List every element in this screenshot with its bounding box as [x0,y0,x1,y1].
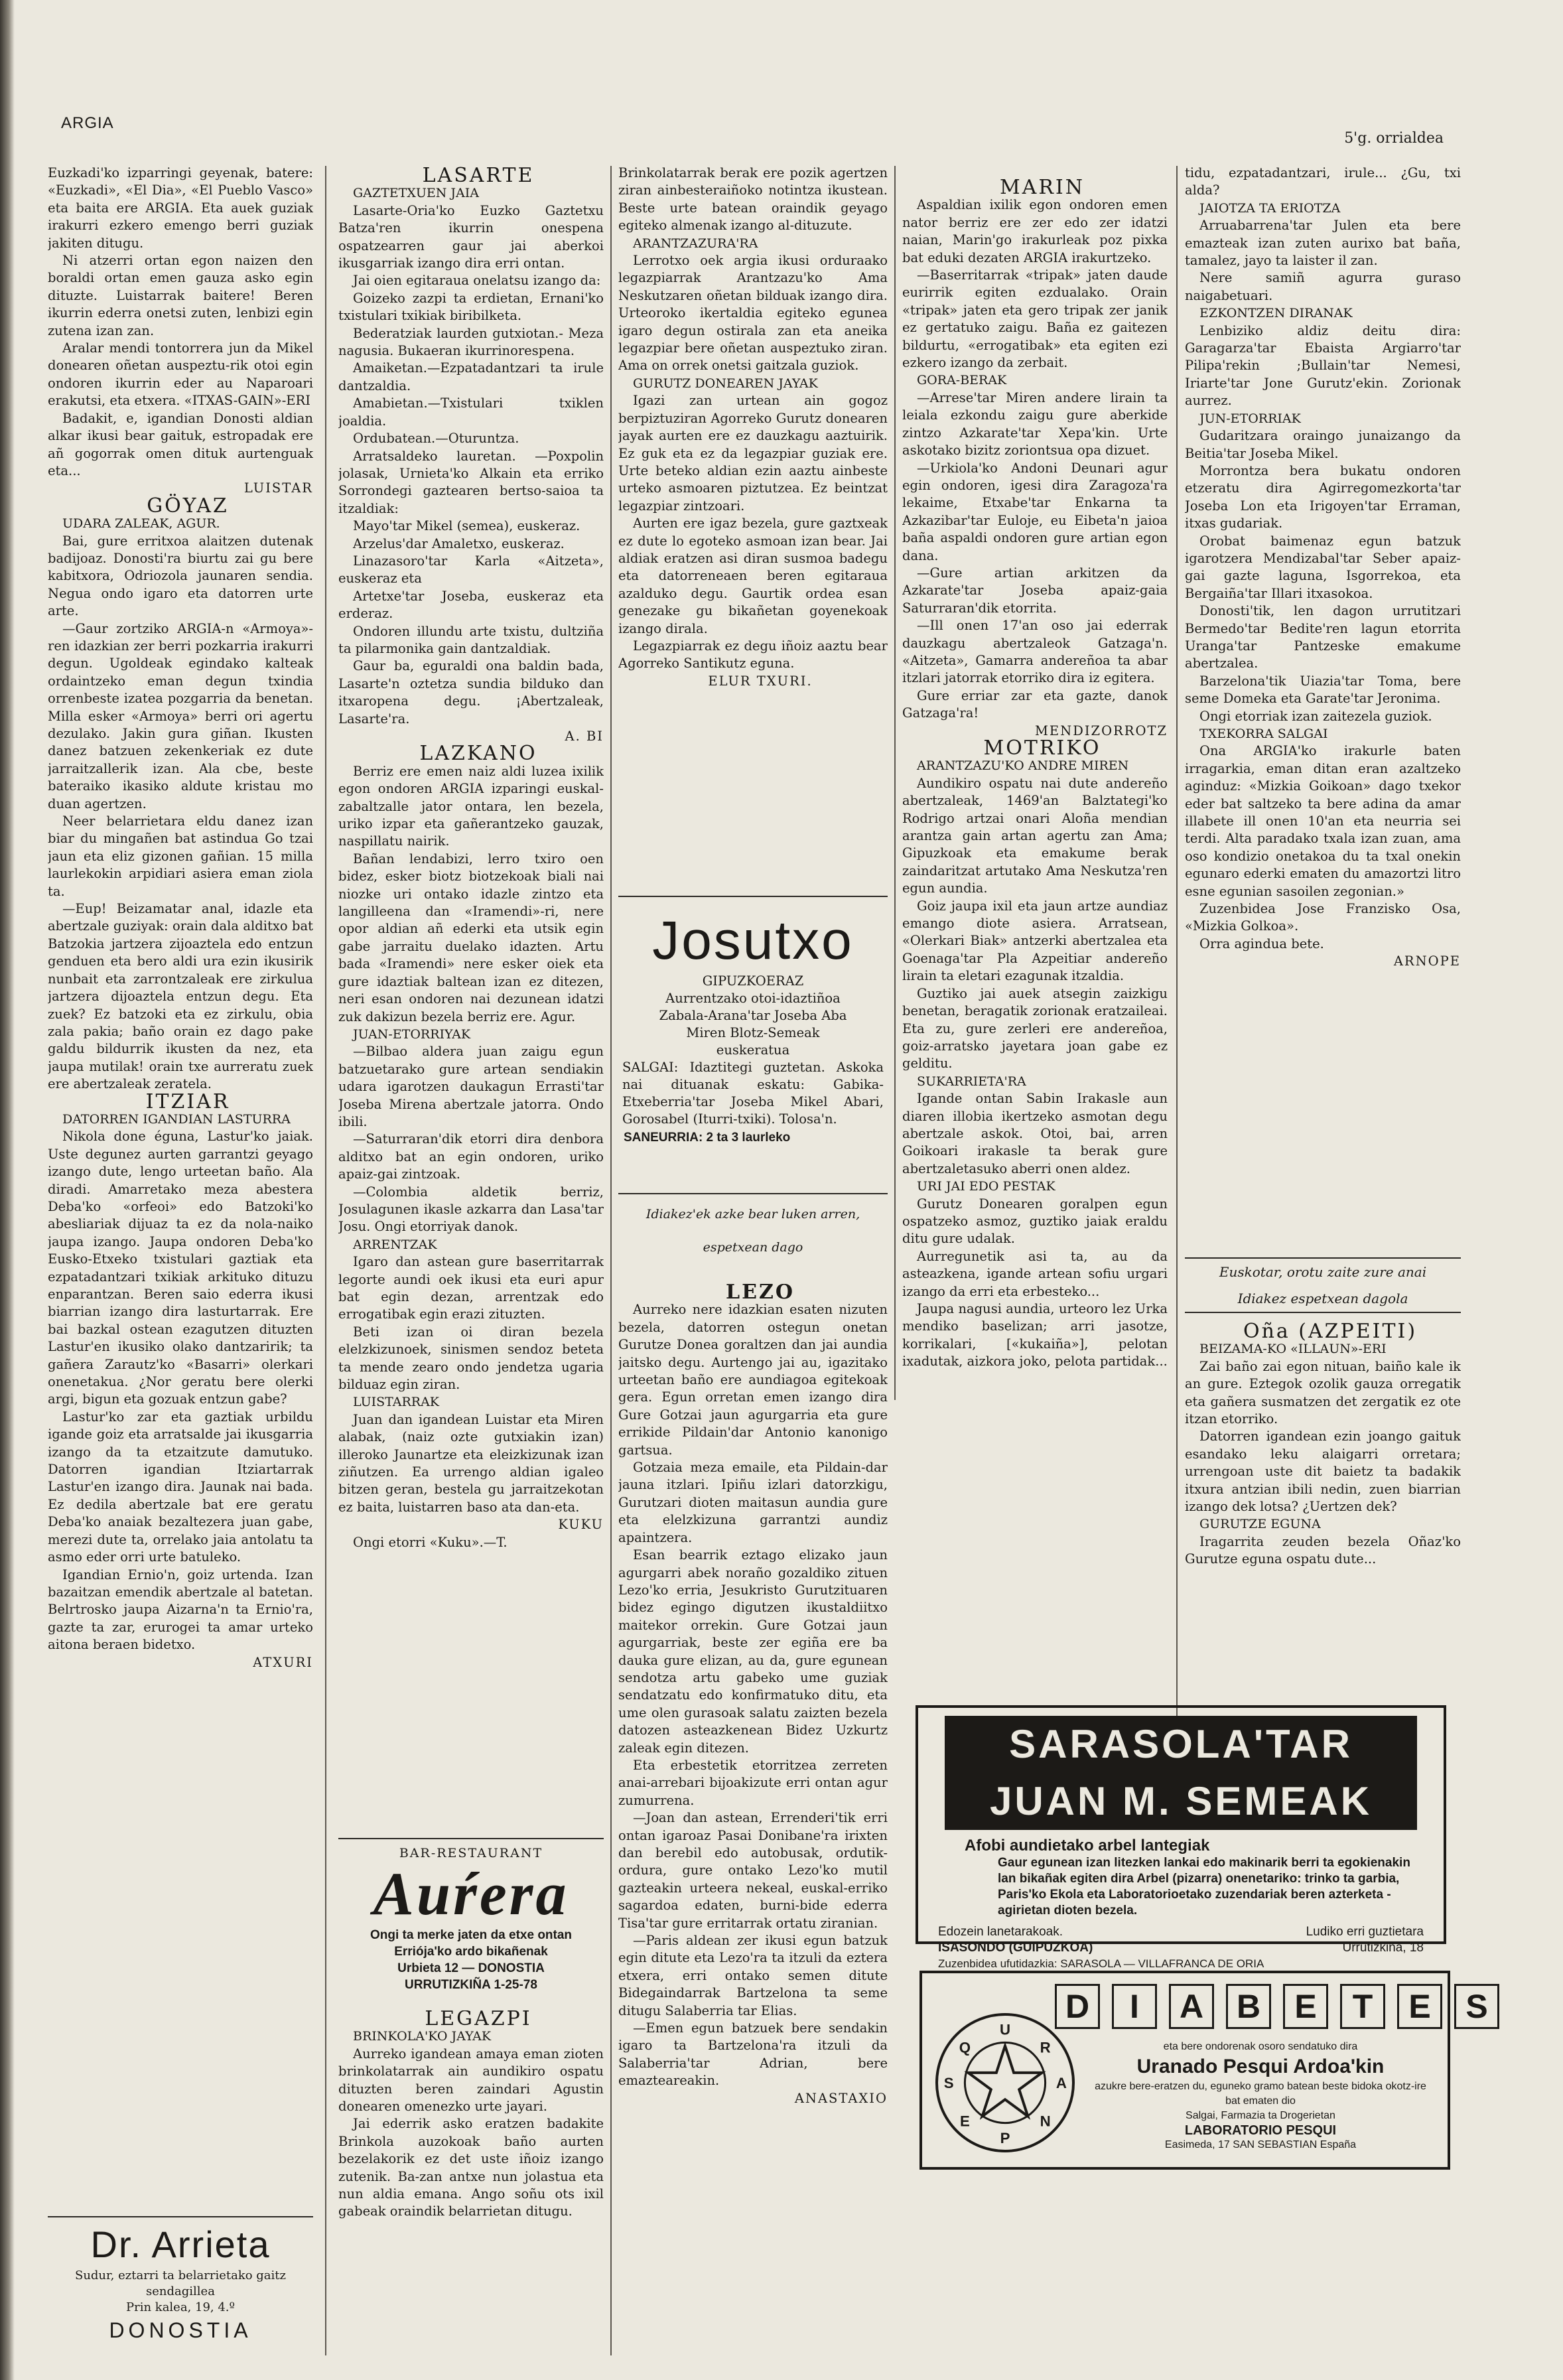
page-number: 5'g. orrialdea [1344,130,1444,147]
paragraph: —Ill onen 17'an oso jai ederrak dauzkagu abertzaleok Gatzaga'n. «Aitzeta», Gamarra andereñoa ta abar itzlari jatorrak etorriko dira iz egitera. [902,618,1168,686]
paragraph: —Paris aldean zer ikusi egun batzuk egin ditute eta Lezo'ra ta itzuli da eztera etxera, erri ontako semen ditute Bidegaindarrak Bartzelona ta seme ditugu Salaberria tar Elias. [618,1933,888,2018]
ad-sarasola-text: Urrutizkiña, 18 [1342,1941,1424,1955]
seal-letter: A [1055,2075,1067,2092]
paragraph: tidu, ezpatadantzari, irule... ¿Gu, txi alda? [1185,165,1461,198]
ad-josutxo-line: Miren Blotz-Semeak [686,1025,820,1040]
signature: LUISTAR [243,480,313,496]
section-title: MARIN [999,176,1085,199]
paragraph: Mayo'tar Mikel (semea), euskeraz. [353,518,580,534]
ad-josutxo-line: Aurrentzako otoi-idaztiñoa [665,991,841,1006]
paragraph: —Emen egun batzuek bere sendakin igaro ta Bartzelona'ra itzuli da Salaberria'tar Adrian, bere emazteareakin. [618,2020,888,2089]
notice-line: Idiakez'ek azke bear luken arren, [646,1207,860,1222]
paragraph: Zuzenbidea Jose Franzisko Osa, «Mizkia Golkoa». [1185,901,1461,934]
paragraph: —Saturraran'dik etorri dira denbora alditxo bat an egin ondoren, uriko apaiz-gai zintzoak. [338,1131,604,1182]
paragraph: Juan dan igandean Luistar eta Miren alabak, (naiz ozte gutxiakin izan) illeroko Jaunartze eta eleizkizunak izan ziñutzen. Ea urrengo aldian igaleo bitzen geran, bestela gu jarraitzekotan ez baita, luistarren baso ata dan-eta. [338,1411,604,1515]
section-subtitle: GURUTZ DONEAREN JAYAK [633,376,818,391]
column-1 [48,165,313,2122]
ad-sarasola-text: ISASONDO (GUIPUZKOA) [938,1941,1093,1955]
paragraph: Badakit, e, igandian Donosti aldian alkar ikusi bear gaituk, estropadak ere añ gogorrak omen dituk aurtenguak eta... [48,410,313,478]
ad-sarasola-foot [938,1924,1424,1940]
notice-euskotar [1185,1257,1461,1313]
paragraph: Bederatziak laurden gutxiotan.- Meza nagusia. Bukaeran ikurrinorespena. [338,325,604,359]
paragraph: Amaiketan.—Ezpatadantzari ta irule dantzaldia. [338,360,604,393]
section-subtitle: JAIOTZA TA ERIOTZA [1199,200,1341,216]
letter-box: S [1454,1984,1499,2029]
paragraph: Nikola done éguna, Lastur'ko jaiak. Uste degunez aurten garrantzi geyago izango dute, lengo urteetan baño. Ala diradi. Amarretako meza abestera Deba'ko «orfeoi» edo Batzoki'ko abesliariak dijuaz ta ez da nola-naiko jaupa izango. Jaupa ondoren Deba'ko Eusko-Etxeko txistulari gaztiak eta ezpatadantzari txikiak arkituko dituzu enparantzan. Beren saio ederra ikusi biarrian izango dira lasturtarrak. Ere bai bazkal ostean ezagutzen dituzten Lastur'en ikusiko olako dantzaririk; ta gañera Zarautz'ko «Basarri» olerkari onenetakua. ¿Nor geratu bere olerki argi, bigun eta gozuak entzun gabe? [48,1129,313,1407]
ad-diabetes-text [1088,2040,1433,2152]
ad-auera-line: Erriója'ko ardo bikañenak [394,1945,548,1959]
paragraph: Iragarrita zeuden bezela Oñaz'ko Gurutze eguna ospatu dute... [1185,1533,1461,1567]
ad-diabetes [919,1971,1488,2170]
paragraph: Arzelus'dar Amaletxo, euskeraz. [353,535,565,551]
letter-box: A [1169,1984,1214,2029]
paragraph: —Bilbao aldera juan zaigu egun batzuetarako gure artean sendiakin udara igarotzen daukagun Errasti'tar Joseba Mirena abertzale jatorra. Ondo ibili. [338,1044,604,1129]
ad-auera-phone: URRUTIZKIÑA 1-25-78 [405,1978,537,1992]
paragraph: Ondoren illundu arte txistu, dultziña ta pilarmonika gain dantzaldiak. [338,623,604,656]
paragraph: Neer belarrietara eldu danez izan biar du mingañen bat astindua Go tzai jaun eta eliz gizonen gañian. 15 milla laurlekokin arpidiari asiera eman ziola ta. [48,813,313,899]
section-title: ITZIAR [145,1089,230,1113]
ad-arrieta-name: Dr. Arrieta [90,2223,271,2265]
paragraph: Goizeko zazpi ta erdietan, Ernani'ko txistulari txikiak biribilketa. [338,290,604,324]
ad-sarasola-text: Zuzenbidea ufutidazkia: SARASOLA — VILLAFRANCA DE ORIA [938,1957,1264,1970]
paragraph: Brinkolatarrak berak ere pozik agertzen ziran ainbesteraiñoko notintza ikustean. Beste urte batean oraindik geyago egiteko almenak izango al-dituzute. [618,165,888,234]
paragraph: —Baserritarrak «tripak» jaten daude eurirrik egiten ezdualako. Orain «tripak» jaten eta gero tripak zer janik ez gertatuko zaigu. Baña ez gaitezen bildurtu, «errogatibak» eta egiten ezi ezkero izango da zerbait. [902,267,1168,371]
notice-line: Euskotar, orotu zaite zure anai [1219,1264,1427,1280]
column-2 [338,165,604,1936]
paragraph: Nere samiñ agurra guraso naigabetuari. [1185,270,1461,303]
paragraph: Euzkadi'ko izparringi geyenak, batere: «Euzkadi», «El Dia», «El Pueblo Vasco» eta baita ere ARGIA. Eta auek guziak irakurri ezkero emengo berri guziak jakiten ditugu. [48,165,313,251]
paragraph: Aspaldian ixilik egon ondoren emen nator berriz ere zer edo zer idatzi naian, Marin'go irakurleak poz pixka bat eduki dezaten ARGIA irakurtzeko. [902,197,1168,265]
signature: ANASTAXIO [794,2090,888,2106]
paragraph: Goiz jaupa ixil eta jaun artze aundiaz emango diote asiera. Arratsean, «Olerkari Biak» antzerki abertzalea eta Goenaga'tar Pla Azpeitiar andereño lirain ta eletari ezagunak itzaldia. [902,898,1168,984]
section-subtitle: EZKONTZEN DIRANAK [1199,306,1353,321]
paragraph: Gudaritzara oraingo junaizango da Beitia'tar Joseba Mikel. [1185,428,1461,461]
paragraph: Amabietan.—Txistulari txiklen joaldia. [338,395,604,429]
ad-sarasola-text: Edozein lanetarakoak. [938,1925,1063,1939]
section-subtitle: URI JAI EDO PESTAK [917,1179,1055,1194]
ad-josutxo-line: Zabala-Arana'tar Joseba Aba [659,1008,847,1023]
paragraph: Eta erbestetik etorritzea zerreten anai-arrebari bijoakizute erri ontan agur zumurrena. [618,1757,888,1808]
paragraph: Beti izan oi diran bezela elelzkizunoek, sinismen sendoz beteta ta mende zearo ondo jendetza ugaria bilduaz egin ziran. [338,1324,604,1393]
paragraph: —Gure artian arkitzen da Azkarate'tar Joseba apaiz-gaia Saturraran'dik etorrita. [902,565,1168,616]
azpeiti-article [1185,1320,1461,1665]
paragraph: Orra agindua bete. [1199,936,1324,951]
paragraph: Jai oien egitaraua onelatsu izango da: [353,273,601,289]
paragraph: Datorren igandean ezin joango gaituk esandako leku alaigarri orretara; urrengoan uste dit baietz ta badakik itxura antzian ibili nedin, zuen biarrian izango dek lotsa? ¿Uertzen dek? [1185,1429,1461,1515]
ad-josutxo [618,896,888,1194]
ad-sarasola [916,1705,1446,1970]
binding-shadow [0,0,15,2380]
section-subtitle: ARRENTZAK [353,1237,437,1252]
signature: A. BI [565,729,604,744]
section-title: LEZO [726,1284,795,1304]
paragraph: —Eup! Beizamatar anal, idazle eta abertzale guziyak: orain dala alditxo bat Batzokia jartzera zijoaztela edo entzun genduen eta bero aldi ura ezin ikusirik nunbait eta zarrontzaleak ere zirkulua jartzera dijoaztela entzun degu. Eta zuek? Ez batzoki eta ez zirkulu, obia zala pakia; baño orain ez dago pake galdu bildurrik ikusten da nez, eta jaupa mutilak! orain txe aurreratu zuek ere abertzaleak zeratela. [48,901,313,1092]
paragraph: Barzelona'tik Uiazia'tar Toma, bere seme Domeka eta Garate'tar Jeronima. [1185,673,1461,707]
column-4 [902,165,1168,1531]
paragraph: Jai ederrik asko eratzen badakite Brinkola auzokoak baño aurten bezelakorik ez det uste iñoiz izango zutenik. Ba-zan antxe nun jolastua eta nun aldia emana. Ango soñu ots ixil gabeak oraindik belarrietan ditugu. [338,2116,604,2219]
column-3 [618,165,888,894]
paragraph: Ordubatean.—Oturuntza. [353,431,519,447]
paragraph: —Gaur zortziko ARGIA-n «Armoya»-ren idazkian zer berri pozkarria irakurri degun. Ugoldeak egindako kalteak ordaintzeko eman degun txindia orrenbeste izatea pozgarria da benetan. Milla esker «Armoya» berri ori agertu dezulako. Jakin gura giñan. Ikusten danez batzuen zekenkeriak ez dute jarraitzallerik izan. Ala cbe, beste bateraiko ikasiko aldute kristau mo duan agertzen. [48,620,313,811]
paragraph: Bai, gure erritxoa alaitzen dutenak badijoaz. Donosti'ra biurtu zai gu bere kabitxora, Odriozola jaunaren sendia. Negua ondo igaro eta datorren urte arte. [48,533,313,619]
notice-line: Idiakez espetxean dagola [1237,1291,1408,1306]
paragraph: Aurreko igandean amaya eman zioten brinkolatarrak ain aundikiro ospatu dituzten beren zaindari Agustin donearen omenezko urte jayari. [338,2046,604,2115]
paragraph: Linazasoro'tar Karla «Aitzeta», euskeraz eta [338,553,604,587]
ad-diabetes-line: eta bere ondorenak osoro sendatuko dira [1163,2041,1358,2052]
ad-arrieta-city: DONOSTIA [109,2318,252,2342]
signature: KUKU [558,1517,604,1533]
ad-auera-address: Urbieta 12 — DONOSTIA [397,1961,545,1975]
section-subtitle: GAZTETXUEN JAIA [353,186,479,201]
section-subtitle: BEIZAMA-KO «ILLAUN»-ERI [1199,1342,1387,1357]
ad-josutxo-line: euskeratua [716,1042,790,1058]
seal-letter: P [1000,2129,1010,2146]
paragraph: Arratsaldeko lauretan. —Poxpolin jolasak, Urnieta'ko Alkain eta erriko Sorrondegi gaztearen bertso-saioa ta itzaldiak: [338,448,604,516]
seal-letter: U [999,2021,1011,2038]
ad-diabetes-product: Uranado Pesqui Ardoa'kin [1136,2056,1385,2077]
ad-josutxo-line: GIPUZKOERAZ [702,973,804,989]
ad-diabetes-lab: LABORATORIO PESQUI [1184,2123,1337,2138]
paragraph: Aurreko nere idazkian esaten nizuten bezela, datorren ostegun onetan Gurutze Donea goraltzen dan jai aundia jaitsko degu. Aurtengo jai au, igazitako urteetan baño ere aundiagoa egitekoak gera. Egun orretan emen izango dira Gure Gotzai jaun agurgarria eta gure errikide Pildain'dar Antonio kanonigo gartsua. [618,1302,888,1458]
paragraph: Zai baño zai egon nituan, baiño kale ik an gure. Eztegok ozolik gauza orregatik eta gañera susmatzen det zergatik ez ote itzan etorriko. [1185,1358,1461,1427]
paragraph: Orobat baimenaz egun batzuk igarotzera Mendizabal'tar Seber apaiz-gai gazte lagunа, Isgorrekoa, eta Bergaiña'tar Illari itxasokoa. [1185,533,1461,601]
ad-sarasola-body: Gaur egunean izan litezken lankai edo makinarik berri ta egokienakin lan bikañak egiten dira Arbel (pizarra) onenetarikо: trinko ta garbia, Paris'ko Ekola eta Laboratorioetako zuzendariak beren azterketa - agirietan dioten bezela. [998,1856,1410,1918]
section-subtitle: SUKARRIETA'RA [917,1074,1026,1089]
divider [338,1838,604,1839]
section-subtitle: ARANTZAZURA'RA [633,236,758,251]
paragraph: Igazi zan urtean ain gogoz berpiztuziran Agorreko Gurutz donearen jayak aurten ere ez dauzkagu aaztuirik. Ez guk eta ez da legazpiar guziak ere. Urte beteko aldian ezin aaztu ainbeste urteko asmoaren piztutzea. Ez beintzat legazpiar zintzoari. [618,393,888,514]
paragraph: Lenbiziko aldiz deitu dira: Garagarza'tar Ebaista Argiarro'tar Pilipa'rekin ;Bullain'tar Nemesi, Iriarte'tar Jone Gurutz'ekin. Zorionak aurrez. [1185,322,1461,409]
signature: MENDIZORROTZ [1034,723,1168,738]
section-subtitle: JUN-ETORRIAK [1199,411,1301,426]
paragraph: Igandian Ernio'n, goiz urtenda. Izan bazaitzan emendik abertzale al batetan. Belrtrosko jaupa Aizarna'n ta Ernio'ra, gazte ta zar, erurogei ta amar urteko aitona beraen bidetxo. [48,1567,313,1653]
ad-josutxo-price: SANEURRIA: 2 ta 3 laurleko [624,1131,791,1145]
column-rule [325,166,326,2355]
section-subtitle: DATORREN IGANDIAN LASTURRA [62,1111,291,1127]
paragraph: Gotzaia meza emaile, eta Pildain-dar jauna itzlari. Ipiñu izlari datorzkigu, Gurutzari dioten maitasun aundia gure eta elelzkizuna garrantzi aundiz apaintzera. [618,1460,888,1545]
section-subtitle: ARANTZAZU'KO ANDRE MIREN [917,758,1129,774]
section-title: LASARTE [422,165,535,187]
paragraph: Guztiko jai auek atsegin zaizkigu benetan, beragatik zorionak eratzaileai. Eta zu, gure zerleri ere andereñoa, goiz-arratsko jayetara joan gabe ez gelditu. [902,985,1168,1072]
column-rule [610,166,612,2355]
ad-auera-head: BAR-RESTAURANT [399,1846,543,1860]
seal-letter: S [943,2075,954,2092]
ad-diabetes-line: azukre bere-eratzen du, eguneko gramo batean beste bidoka okotz-ire bat ematen dio [1095,2081,1426,2107]
paragraph: Ongi etorriak izan zaitezela guziok. [1199,708,1432,724]
ad-diabetes-line: Salgai, Farmazia ta Drogerietan [1186,2110,1335,2121]
seal-letter: Q [959,2039,971,2056]
signature: ELUR TXURI. [708,673,813,689]
section-subtitle: TXEKORRA SALGAI [1199,727,1328,741]
ad-arrieta-line: Sudur, eztarri ta belarrietako gaitz sendagillea [74,2269,287,2298]
section-subtitle: GORA-BERAK [917,373,1007,388]
letter-box: E [1283,1984,1328,2029]
ad-josutxo-sale: SALGAI: Idaztitegi guztetan. Askoka nai dituanak eskatu: Gabika-Etxeberria'tar Joseba Mikel Abari, Gorosabel (Iturri-txiki). Tolosa'n. [622,1060,884,1127]
ad-sarasola-foot [938,1956,1424,1972]
lezo-article [618,1284,888,2166]
star-icon [938,2016,1072,2150]
paragraph: Bañan lendabizi, lerro txiro oen bidez, esker biotz biotzekoak biali nai niozke uri ontako idazle zintzo eta langilleena dan «Iramendi»-ri, nere opor aldian añ ederki eta utsik egin gabe jarraitu duelako idazten. Artu bada «Iramendi» nere esker oiek eta gure idaztiak baltean izan ez ditezen, neri esan ondoren nai dezunean idatzi zuk dakizun bezela berriz ere. Agur. [338,851,604,1024]
letter-box: I [1112,1984,1157,2029]
section-title: MOTRIKO [983,736,1101,760]
paragraph: Aurregunetik asi ta, au da asteazkena, igande artean sofiu urgari izango da erri eta erbesteko... [902,1248,1168,1299]
paragraph: Donosti'tik, len dagon urrutitzari Bermedo'tar Bedite'ren lagun etorrita Uranga'tar Pantzeske emakume abertzalea. [1185,603,1461,671]
letter-box: D [1055,1984,1100,2029]
paragraph: Aurten ere igaz bezela, gure gaztxeak ez dute lo egoteko asmoan izan bear. Jai aldiak eratzen asi diran susmoa badegu eta datorreneaen beren egitaraua azalduko degu. Gaurtik ordea esan genezake gu bikañetan goyenekoak izango dirala. [618,516,888,636]
section-title: Oña (AZPEITI) [1243,1320,1418,1343]
notice-line: espetxean dago [703,1240,803,1255]
section-subtitle: JUAN-ETORRIYAK [353,1026,471,1042]
section-subtitle: GURUTZE EGUNA [1199,1517,1321,1532]
letter-box: B [1226,1984,1271,2029]
paragraph: Gurutz Donearen goralpen egun ospatzeko asmoz, guztiko jaiak eraldu ditu gure udalak. [902,1196,1168,1247]
paragraph: Igaro dan astean gure baserritarrak legorte aundi oek ikusi eta euri apur bat egin dezan, arrentzak edo errogatibak egin erazi zituzten. [338,1254,604,1322]
paragraph: —Arrese'tar Miren andere lirain ta leiala ezkondu zaigu gure aberkide zintzo Azkarate'tar Xepa'kin. Urte askotako bizitz zoriontsua opa dizuet. [902,389,1168,458]
signature: ARNOPE [1393,953,1461,969]
ad-arrieta [48,2216,313,2345]
paragraph: Esan bearrik eztago elizako jaun agurgarri abek noraño gozaldiko zituen Lezo'ko erria, Jesukristo Gurutzituaren bidez egingo digutzen ikustaldiitxo maitekor orrekin. Gure Gotzai jaun agurgarriak, beste zer egiña ere ba dauka gure elizan, au da, gure egunean sendotza artu gabeko ume guziak sendatzatu edo konfirmatuko ditu, eta ume olen gurasoak salatu zaizten bezela datozen asteazkenean Bidez Uzkurtz zaleak egin ditezen. [618,1547,888,1756]
paragraph: —Urkiola'ko Andoni Deunari agur egin ondoren, igesi dira Zaragoza'ra lekaime, Etxabe'tar Enkarna ta Azkazibar'tar Euloje, eu Eibeta'n jaioa baña aspaldi ondoren gure artian egon dana. [902,460,1168,563]
ad-auera [338,1831,604,1993]
paragraph: —Joan dan astean, Errenderi'tik erri ontan igaroaz Pasai Donibane'ra irixten dan berebil edo autobusak, ordutik-ordura, gure ontako Lezo'ko mutil gazteakin urteera nekeal, euskal-erriko sagardoa edaten, burni-bide ederra Tisa'tar gure erritarrak ortatu ziranian. [618,1810,888,1931]
signature: ATXURI [253,1654,313,1670]
ad-auera-name: Auŕera [373,1860,569,1927]
ad-auera-line: Ongi ta merke jaten da etxe ontan [370,1928,573,1942]
paragraph: Lerrotxo oek argia ikusi orduraako legazpiarrak Arantzazu'ko Ama Neskutzaren oñetan bilduak izango dira. Urteoroko ikertaldia egiteko egunea igaro degun ostirala zan eta aneika legazpiar bere oñetan auspeztuko ziran. Ama on orrek onetsi gaitzala guziok. [618,253,888,374]
column-rule [1176,166,1178,1825]
paragraph: Gure erriar zar eta gazte, danok Gatzaga'ra! [902,687,1168,721]
paragraph: Berriz ere emen naiz aldi luzea ixilik egon ondoren ARGIA izparingi euskal-zabaltzalle jator ontara, len bezela, uriko izpar eta gañerantzeko gauzak, naspillatu nairik. [338,763,604,849]
seal-letter: R [1040,2039,1051,2056]
section-subtitle: UDARA ZALEAK, AGUR. [62,516,220,531]
ad-sarasola-sub: Afobi aundietako arbel lantegiak [965,1837,1210,1855]
paragraph: —Colombia aldetik berriz, Josulagunen ikasle azkarra dan Lasa'tar Josu. Ongi etorriyak danok. [338,1184,604,1235]
letter-box: E [1397,1984,1442,2029]
section-title: GÖYAZ [147,494,229,518]
notice-idiakez [618,1198,888,1264]
paragraph: Igande ontan Sabin Irakasle aun diaren illobia ikertzeko asmotan degu abertzale askok. Otoi, bai, arren Goikoari irakasle ta berak gure abertzaletasuko aberri onen aldez. [902,1091,1168,1176]
masthead-left: ARGIA [61,114,114,132]
paragraph: Ni atzerri ortan egon naizen den boraldi ortan emen gauza asko egin dituzte. Luistarrak baitere! Beren ikurrin ederra onetsi zuten, lenbizi egin zutena izan zan. [48,253,313,338]
paragraph: Gaur ba, eguraldi ona baldin bada, Lasarte'n oztetza sundia bilduko dan itxaropena degu. ¡Abertzaleak, Lasarte'ra. [338,658,604,727]
ad-diabetes-letters [1055,1984,1499,2029]
seal-letter: N [1040,2113,1051,2130]
ad-sarasola-text: Ludiko erri guztietara [1306,1925,1424,1939]
paragraph: Lastur'ko zar eta gaztiak urbildu igande goiz eta arratsalde jai ikusgarria izango da ta etzaitzute damutuko. Datorren igandian Itziartarrak Lastur'en izango dira. Jaunak nai bada. Ez dedila abertzale bat ere geratu Deba'ko anaiak bezaltezera juan gabe, merezi dute ta, orrelako jaia antolatu ta asmo eder orri urte batuleko. [48,1409,313,1565]
ad-arrieta-address: Prin kalea, 19, 4.º [126,2300,235,2314]
paragraph: Artetxe'tar Joseba, euskeraz eta erderaz. [338,588,604,622]
paragraph: Lasarte-Oria'ko Euzko Gaztetxu Batza'ren ikurrin onespena ospatzearren gaur jai aberkoi ikusgarriak izango dira erri ontan. [338,202,604,271]
ad-sarasola-foot [938,1940,1424,1956]
paragraph: Arruabarrena'tar Julen eta bere emazteak izan zuten aurixo bat baña, tamalez, jayo ta laister il zan. [1185,218,1461,269]
ad-diabetes-address: Easimeda, 17 SAN SEBASTIAN España [1164,2139,1357,2150]
ad-sarasola-banner: SARASOLA'TAR JUAN M. SEMEAK [945,1716,1417,1830]
paragraph: Legazpiarrak ez degu iñoiz aaztu bear Agorreko Santikutz eguna. [618,638,888,671]
column-rule [894,166,896,1400]
section-subtitle: LUISTARRAK [353,1395,439,1410]
section-title: LAZKANO [419,742,537,766]
ad-josutxo-name: Josutxo [652,910,854,971]
paragraph: Aralar mendi tontorrera jun da Mikel donearen oñetan auspeztu-rik otoi egin ondoren ikurrin eder au Naparoari erakutsi, eta etxera. «ITXAS-GAIN»-ERI [48,340,313,409]
section-subtitle: BRINKOLA'KO JAYAK [353,2029,492,2044]
paragraph: Aundikiro ospatu nai dute andereño abertzaleak, 1469'an Balztategi'ko Rodrigo artzai onari Aloña mendian arantza gain artan agertu zan Ama; Gipuzkoak eta emakume berak zaindaritzat artutako Ama Neskutza'ren egun aundia. [902,775,1168,896]
paragraph: Jaupa nagusi aundia, urteoro lez Urka mendiko baselizan; arri jasotze, korrikalari, [«kukaiña»], pelotan ixadutak, aizkora joko, pelota partidak... [902,1301,1168,1369]
legazpi-article [338,2010,604,2322]
column-5 [1185,165,1461,1253]
paragraph: Ongi etorri «Kuku».—T. [353,1534,508,1550]
paragraph: Morrontza bera bukatu ondoren etzeratu dira Agirregomezkorta'tar Joseba Lon eta Irigoyen'tar Erraman, itxas gudariak. [1185,462,1461,531]
seal-letter: E [959,2113,970,2130]
section-title: LEGAZPI [425,2010,532,2030]
paragraph: Ona ARGIA'ko irakurle baten irragarkia, eman ditan eran azaltzeko aginduz: «Mizkia Goikoan» dago txekor eder bat saltzeko ta bere adina da amar illabete ill onen 10'an eta neurria sei terdi. Alta paradako txala izan zuan, ama oso kondizio onetakoa du ta txal onekin egunaro ederki ematen du amazortzi litro esne egunian sasoilen zegonian.» [1185,743,1461,899]
ad-diabetes-seal [935,2013,1075,2152]
letter-box: T [1340,1984,1385,2029]
